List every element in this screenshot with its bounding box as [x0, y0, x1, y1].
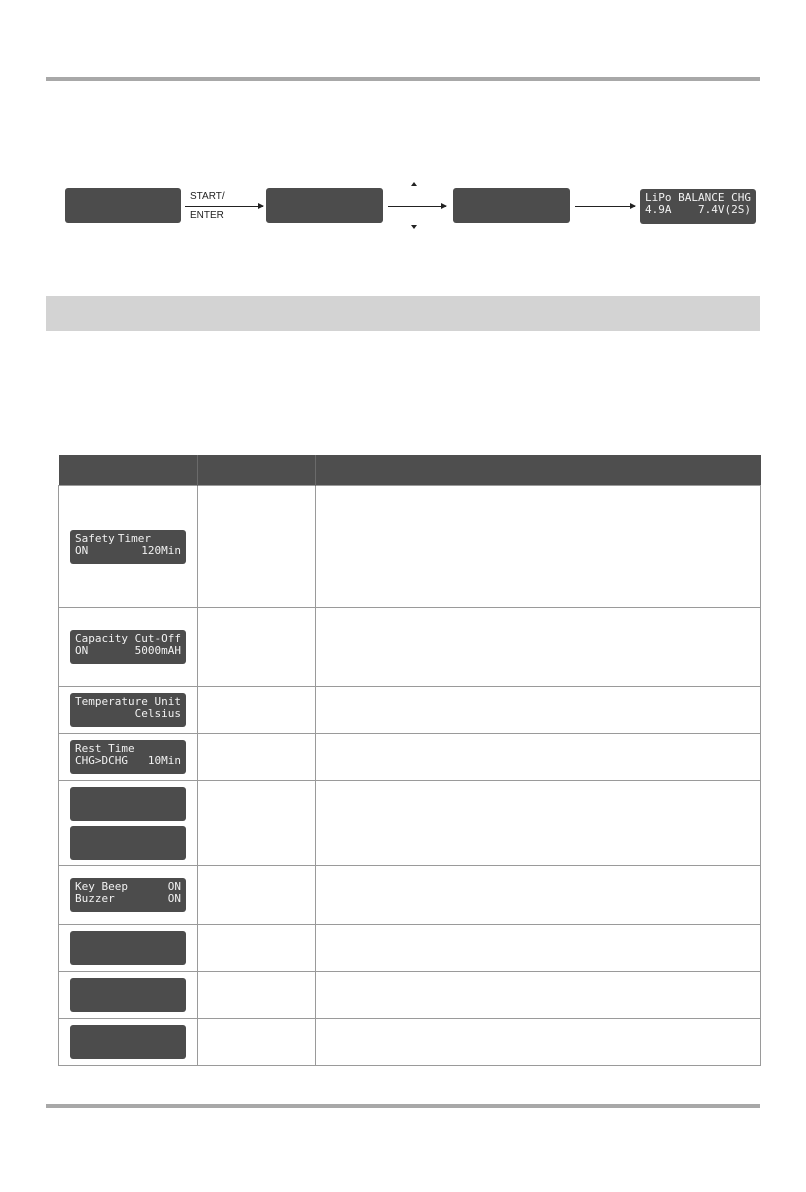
table-header-row [59, 455, 761, 486]
blank-screen [70, 978, 186, 1012]
blank-screen [70, 787, 186, 821]
flow-screen-final [640, 189, 756, 224]
blank-screen [70, 931, 186, 965]
table-row [59, 608, 761, 687]
start-label: START/ [190, 191, 225, 202]
capacity-cutoff-screen [70, 630, 186, 664]
blank-screen [70, 1025, 186, 1059]
table-row [59, 925, 761, 972]
lcd-text: 4.9A [645, 203, 672, 216]
lcd-text: ON [167, 880, 181, 893]
blank-screen [70, 826, 186, 860]
lcd-text: Temperature [75, 695, 148, 708]
lcd-text: ON [75, 543, 89, 557]
flow-screen-1 [65, 188, 181, 223]
lcd-text: 10Min [147, 754, 181, 767]
settings-table [58, 455, 761, 1066]
lcd-text: Unit [154, 695, 181, 708]
down-arrow-icon [411, 225, 417, 229]
top-rule [46, 77, 760, 81]
lcd-text: 5000mAH [134, 644, 181, 657]
section-header-bar [46, 296, 760, 331]
flow-screen-3 [453, 188, 570, 223]
arrow-3 [575, 206, 635, 207]
lcd-text: Celsius [134, 707, 181, 720]
lcd-text: ON [167, 892, 181, 905]
table-row [59, 687, 761, 734]
lcd-text: ON [75, 644, 89, 657]
enter-label: ENTER [190, 210, 224, 221]
lcd-text: Timer [117, 531, 151, 545]
bottom-rule [46, 1104, 760, 1108]
flow-screen-2 [266, 188, 383, 223]
table-row [59, 1019, 761, 1066]
up-arrow-icon [411, 182, 417, 186]
table-row [59, 866, 761, 925]
lcd-text: BALANCE CHG [678, 191, 751, 204]
lcd-text: 120Min [141, 543, 181, 557]
lcd-text: Rest Time [75, 742, 135, 755]
lcd-text: Key Beep [75, 880, 128, 893]
lcd-text: CHG>DCHG [75, 754, 128, 767]
table-row [59, 972, 761, 1019]
table-row [59, 486, 761, 608]
arrow-2 [388, 206, 446, 207]
table-row [59, 734, 761, 781]
lcd-text: LiPo [645, 191, 672, 204]
lcd-text: 7.4V(2S) [698, 203, 751, 216]
lcd-text: Safety [75, 531, 115, 545]
lcd-text: Cut-Off [134, 632, 181, 645]
lcd-text: Capacity [75, 632, 128, 645]
rest-time-screen [70, 740, 186, 774]
safety-timer-screen [70, 530, 186, 564]
key-beep-screen [70, 878, 186, 912]
arrow-1 [185, 206, 263, 207]
table-row [59, 781, 761, 866]
temperature-unit-screen [70, 693, 186, 727]
lcd-text: Buzzer [75, 892, 115, 905]
